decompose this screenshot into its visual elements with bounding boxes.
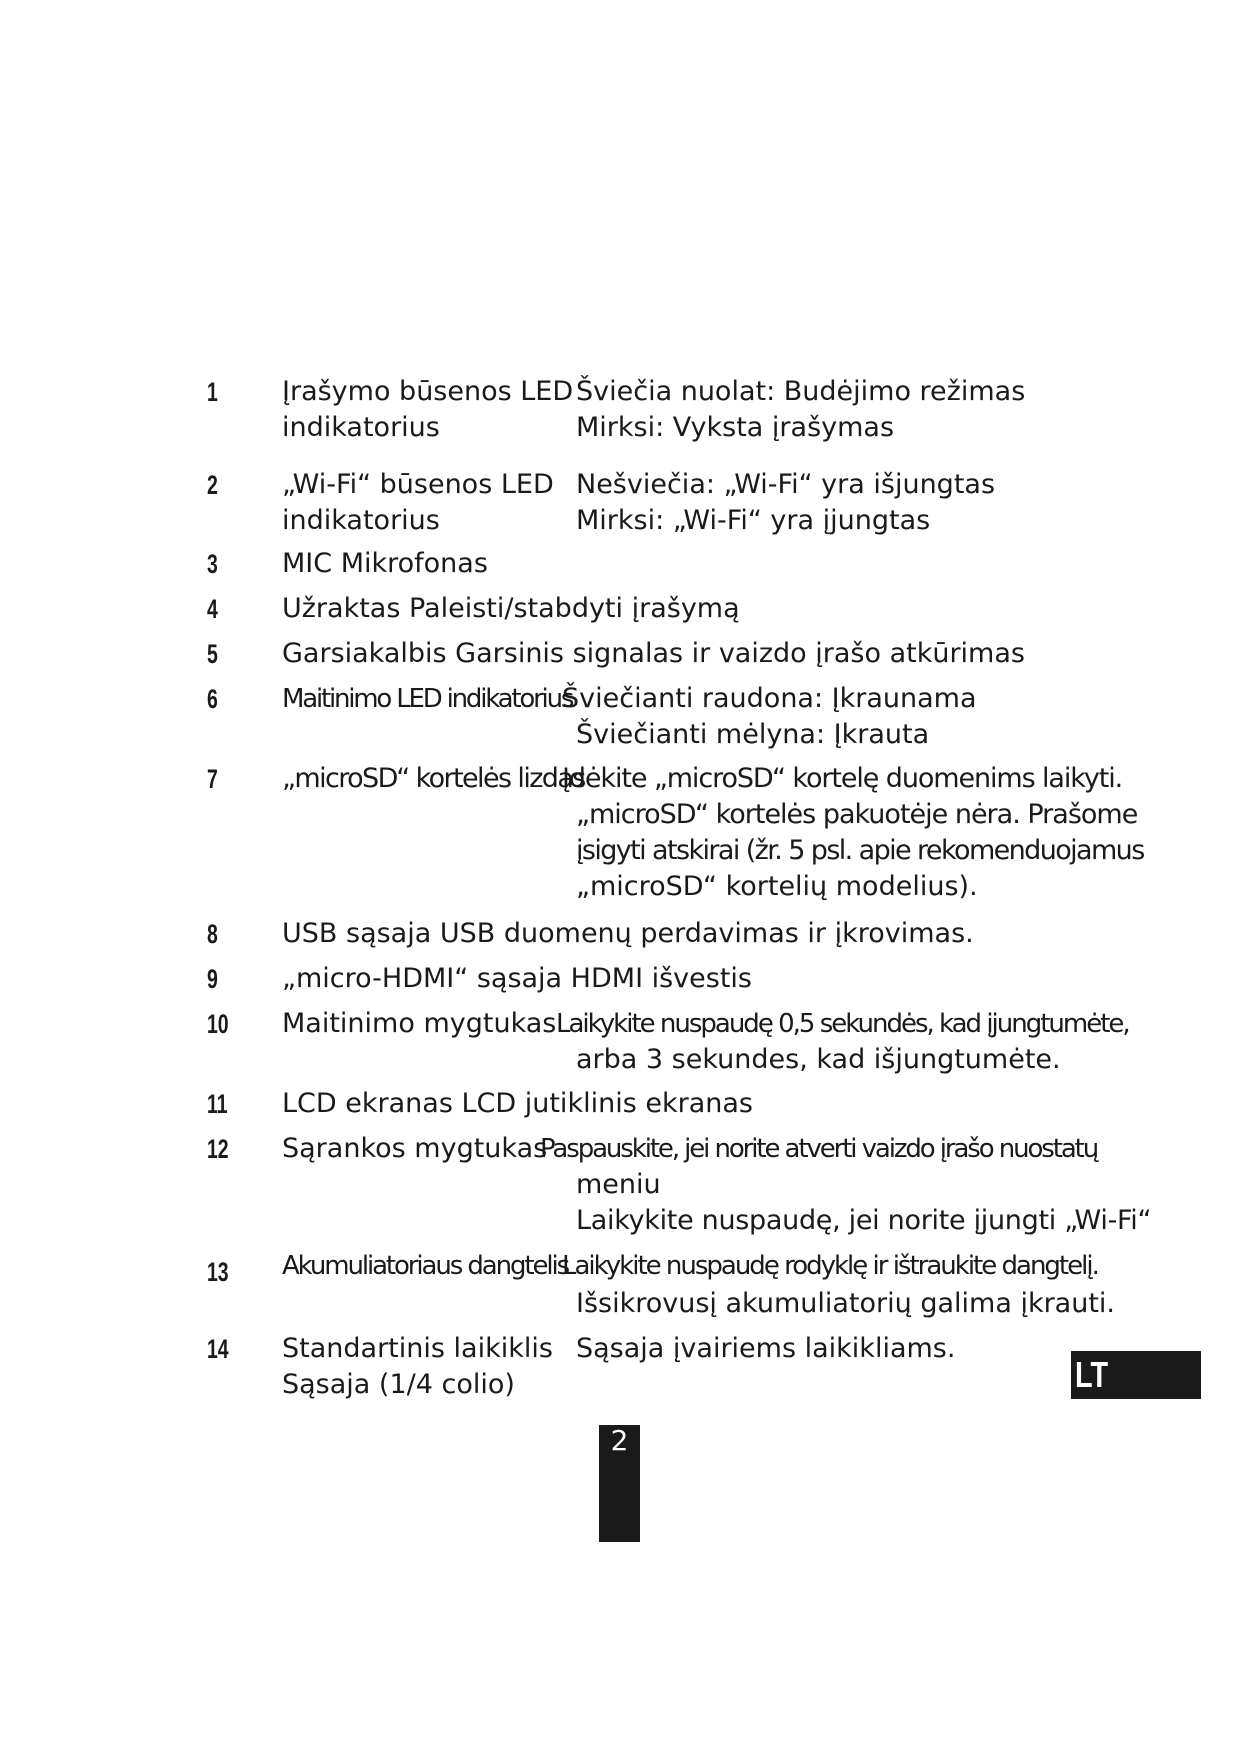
item-number: 9 bbox=[207, 964, 218, 994]
item-number: 4 bbox=[207, 594, 218, 624]
item-name bbox=[282, 1331, 553, 1403]
item-number: 5 bbox=[207, 639, 218, 669]
item-description bbox=[562, 761, 1144, 905]
item-description-line: Laikykite nuspaudę, jei norite įjungti „Wi-Fi“ bbox=[576, 1205, 1152, 1236]
item-number: 14 bbox=[207, 1334, 229, 1364]
item-name-line: indikatorius bbox=[282, 505, 440, 536]
item-description bbox=[576, 1331, 955, 1367]
item-name bbox=[282, 374, 573, 446]
item-number: 7 bbox=[207, 764, 218, 794]
item-description bbox=[556, 1006, 1129, 1078]
item-name: MIC Mikrofonas bbox=[282, 548, 488, 579]
item-number: 8 bbox=[207, 919, 218, 949]
page-number: 2 bbox=[610, 1424, 629, 1457]
item-name: Sąrankos mygtukas bbox=[282, 1133, 548, 1164]
item-name: LCD ekranas LCD jutiklinis ekranas bbox=[282, 1088, 753, 1119]
item-name: „micro-HDMI“ sąsaja HDMI išvestis bbox=[282, 963, 752, 994]
item-description-line: arba 3 sekundes, kad išjungtumėte. bbox=[576, 1044, 1061, 1075]
item-number: 1 bbox=[207, 377, 218, 407]
item-description-line: Laikykite nuspaudę 0,5 sekundės, kad įjungtumėte, bbox=[556, 1009, 1129, 1039]
item-description-line: Įdėkite „microSD“ kortelę duomenims laikyti. bbox=[562, 763, 1123, 794]
item-description-line: Laikykite nuspaudę rodyklę ir ištraukite dangtelį. bbox=[562, 1251, 1098, 1281]
item-description-line: meniu bbox=[576, 1169, 661, 1200]
item-description-line: Mirksi: „Wi-Fi“ yra įjungtas bbox=[576, 505, 931, 536]
item-name: Garsiakalbis Garsinis signalas ir vaizdo įrašo atkūrimas bbox=[282, 638, 1025, 669]
item-name bbox=[282, 467, 554, 539]
item-number: 13 bbox=[207, 1257, 229, 1287]
item-description-line: Šviečianti mėlyna: Įkrauta bbox=[576, 719, 930, 750]
item-number: 6 bbox=[207, 684, 218, 714]
item-description-line: „microSD“ kortelės pakuotėje nėra. Prašome bbox=[576, 799, 1138, 830]
item-description bbox=[576, 467, 995, 539]
item-name-line: indikatorius bbox=[282, 412, 440, 443]
item-description-line: Nešviečia: „Wi-Fi“ yra išjungtas bbox=[576, 469, 996, 500]
item-description-line: Išsikrovusį akumuliatorių galima įkrauti. bbox=[576, 1288, 1116, 1319]
item-description-line: Paspauskite, jei norite atverti vaizdo įrašo nuostatų bbox=[540, 1134, 1098, 1164]
item-number: 3 bbox=[207, 549, 218, 579]
item-name: USB sąsaja USB duomenų perdavimas ir įkrovimas. bbox=[282, 918, 974, 949]
item-description bbox=[576, 374, 1025, 446]
item-description-line: Šviečia nuolat: Budėjimo režimas bbox=[576, 376, 1026, 407]
item-name: Užraktas Paleisti/stabdyti įrašymą bbox=[282, 593, 740, 624]
item-name-line: Sąsaja (1/4 colio) bbox=[282, 1369, 515, 1400]
item-number: 10 bbox=[207, 1009, 229, 1039]
item-description-line: Mirksi: Vyksta įrašymas bbox=[576, 412, 895, 443]
item-name-line: „Wi-Fi“ būsenos LED bbox=[282, 469, 554, 500]
item-name: „microSD“ kortelės lizdas bbox=[282, 763, 585, 794]
item-name: Maitinimo mygtukas bbox=[282, 1008, 557, 1039]
item-description-line: „microSD“ kortelių modelius). bbox=[576, 871, 978, 902]
item-number: 12 bbox=[207, 1134, 229, 1164]
item-description bbox=[540, 1131, 1152, 1239]
item-name-line: Standartinis laikiklis bbox=[282, 1333, 553, 1364]
item-description bbox=[562, 1248, 1116, 1322]
item-description-line: įsigyti atskirai (žr. 5 psl. apie rekomenduojamus bbox=[576, 835, 1144, 866]
item-description bbox=[562, 681, 977, 753]
item-description-line: Sąsaja įvairiems laikikliams. bbox=[576, 1333, 956, 1364]
item-number: 2 bbox=[207, 470, 218, 500]
item-number: 11 bbox=[207, 1089, 228, 1119]
item-name-line: Įrašymo būsenos LED bbox=[282, 376, 574, 407]
item-description-line: Šviečianti raudona: Įkraunama bbox=[562, 683, 977, 714]
item-name: Akumuliatoriaus dangtelis bbox=[282, 1251, 569, 1281]
item-name: Maitinimo LED indikatorius bbox=[282, 684, 573, 714]
language-tab-label: LT bbox=[1075, 1354, 1109, 1395]
